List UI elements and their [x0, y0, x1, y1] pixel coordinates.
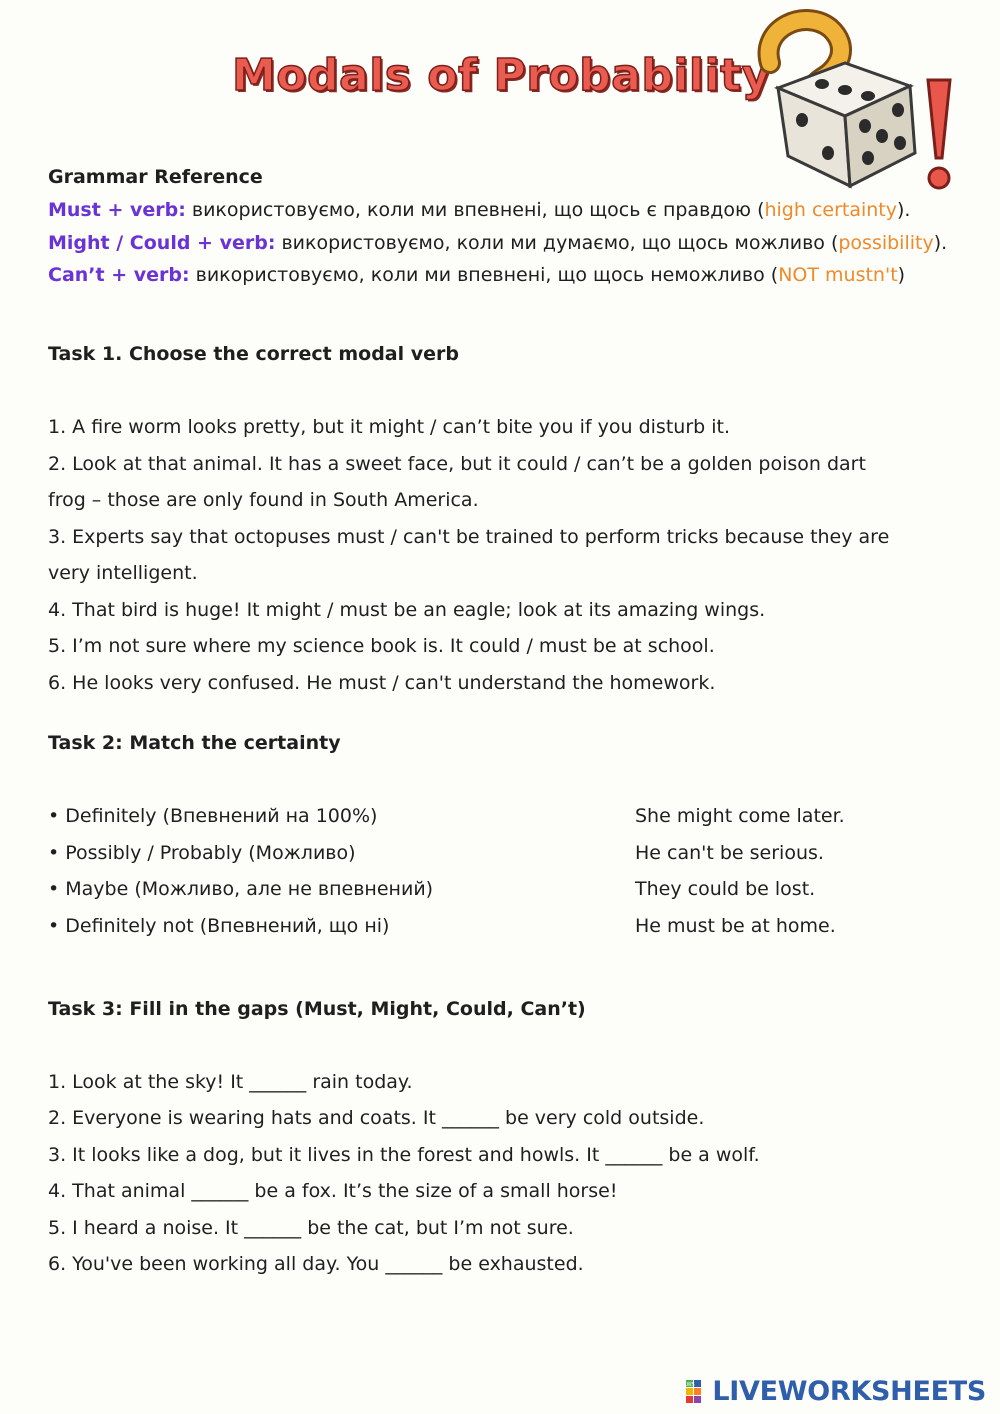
task2-left-item: • Possibly / Probably (Можливо) — [48, 842, 356, 864]
task1-line: 6. He looks very confused. He must / can't understand the homework. — [48, 672, 716, 694]
liveworksheets-logo-icon — [686, 1378, 708, 1404]
task3-line: 2. Everyone is wearing hats and coats. It ______ be very cold outside. — [48, 1107, 705, 1129]
rule-text: використовуємо, коли ми впевнені, що щось неможливо ( — [189, 264, 779, 286]
task1-line: frog – those are only found in South America. — [48, 489, 479, 511]
grammar-heading: Grammar Reference — [48, 166, 263, 188]
grammar-rule-cant — [48, 263, 905, 287]
rule-note: possibility — [838, 232, 934, 254]
dice-question-illustration — [750, 8, 960, 193]
task1-line: 4. That bird is huge! It might / must be an eagle; look at its amazing wings. — [48, 599, 766, 621]
rule-end: ). — [897, 199, 911, 221]
liveworksheets-logo[interactable] — [686, 1375, 986, 1407]
rule-label: Must + verb: — [48, 199, 186, 221]
logo-mark-letter: LWS — [684, 1382, 696, 1388]
task1-heading: Task 1. Choose the correct modal verb — [48, 343, 459, 365]
rule-note: high certainty — [764, 199, 898, 221]
task2-left-item: • Maybe (Можливо, але не впевнений) — [48, 878, 434, 900]
task3-line: 5. I heard a noise. It ______ be the cat, but I’m not sure. — [48, 1217, 574, 1239]
rule-note: NOT mustn't — [778, 264, 898, 286]
task2-heading: Task 2: Match the certainty — [48, 732, 341, 754]
task3-line: 3. It looks like a dog, but it lives in the forest and howls. It ______ be a wolf. — [48, 1144, 760, 1166]
task3-line: 1. Look at the sky! It ______ rain today. — [48, 1071, 413, 1093]
task3-heading: Task 3: Fill in the gaps (Must, Might, Could, Can’t) — [48, 998, 586, 1020]
rule-end: ). — [933, 232, 948, 254]
task2-right-item: She might come later. — [635, 805, 845, 827]
task2-right-item: He can't be serious. — [635, 842, 824, 864]
task1-line: very intelligent. — [48, 562, 198, 584]
grammar-rule-must — [48, 198, 910, 222]
task2-left-item: • Definitely not (Впевнений, що ні) — [48, 915, 390, 937]
exclamation-mark-icon — [928, 80, 950, 158]
task2-right-item: He must be at home. — [635, 915, 836, 937]
rule-label: Might / Could + verb: — [48, 232, 276, 254]
task3-line: 6. You've been working all day. You ______ be exhausted. — [48, 1253, 584, 1275]
task2-right-item: They could be lost. — [635, 878, 816, 900]
rule-text: використовуємо, коли ми думаємо, що щось можливо ( — [275, 232, 839, 254]
rule-end: ) — [897, 264, 906, 286]
grammar-rule-might-could — [48, 231, 947, 255]
task1-line: 3. Experts say that octopuses must / can't be trained to perform tricks because they are — [48, 526, 890, 548]
page-title: Modals of Probability — [232, 50, 771, 101]
task1-line: 1. A fire worm looks pretty, but it might / can’t bite you if you disturb it. — [48, 416, 730, 438]
liveworksheets-logo-text: LIVEWORKSHEETS — [712, 1375, 986, 1407]
task2-left-item: • Definitely (Впевнений на 100%) — [48, 805, 378, 827]
rule-label: Can’t + verb: — [48, 264, 190, 286]
rule-text: використовуємо, коли ми впевнені, що щось є правдою ( — [185, 199, 765, 221]
task3-line: 4. That animal ______ be a fox. It’s the size of a small horse! — [48, 1180, 618, 1202]
task1-line: 2. Look at that animal. It has a sweet face, but it could / can’t be a golden poison dart — [48, 453, 866, 475]
task1-line: 5. I’m not sure where my science book is. It could / must be at school. — [48, 635, 715, 657]
